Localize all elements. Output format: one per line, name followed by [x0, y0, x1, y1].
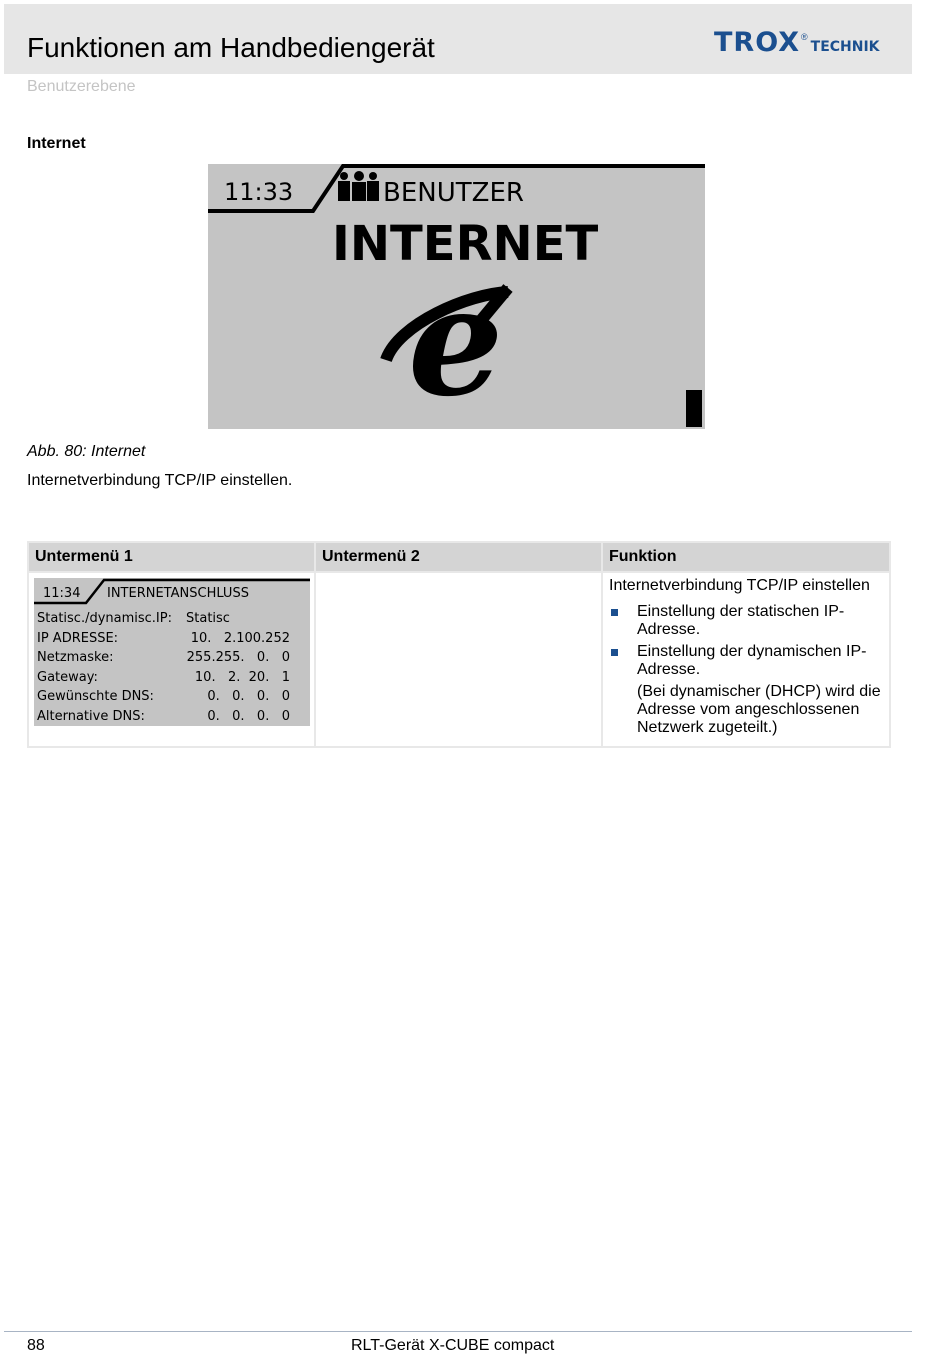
page-title: Funktionen am Handbediengerät: [27, 32, 435, 63]
square-bullet-icon: [611, 609, 618, 616]
lcd-row-value: 10. 2. 20. 1: [194, 670, 290, 685]
table-header-row: [28, 542, 890, 572]
lcd-screen-internetanschluss: [34, 578, 310, 726]
lcd-menu-title: INTERNET: [332, 216, 599, 272]
lcd-row-value: 0. 0. 0. 0: [207, 709, 290, 724]
function-intro: Internetverbindung TCP/IP einstellen: [609, 577, 870, 594]
submenu2-cell: [315, 572, 602, 747]
column-header-function: Funktion: [602, 542, 890, 572]
lcd-row-value: Statisc: [186, 611, 230, 626]
logo-registered-mark: ®: [801, 32, 808, 42]
figure-description: Internetverbindung TCP/IP einstellen.: [27, 472, 293, 489]
lcd-row-label: Gateway:: [37, 670, 98, 685]
user-group-icon: [338, 171, 379, 201]
function-note: (Bei dynamischer (DHCP) wird die Adresse vom angeschlossenen Netzwerk zugeteilt.): [637, 683, 881, 736]
document-title: RLT-Gerät X-CUBE compact: [351, 1337, 555, 1354]
svg-text:e: e: [408, 254, 504, 429]
list-item-text: Einstellung der dynamischen IP-Adresse.: [637, 643, 867, 678]
square-bullet-icon: [611, 649, 618, 656]
lcd-scroll-indicator: [686, 390, 702, 427]
submenu-table: [27, 541, 891, 748]
section-heading: Internet: [27, 135, 86, 152]
lcd-row-value: 0. 0. 0. 0: [207, 689, 290, 704]
lcd-row-label: Alternative DNS:: [37, 709, 145, 724]
lcd-user-level: BENUTZER: [383, 178, 524, 208]
page-subtitle: Benutzerebene: [27, 78, 136, 95]
function-list: [609, 603, 883, 679]
footer-divider: [4, 1331, 912, 1332]
logo-brand: TROX: [714, 27, 801, 58]
list-item-text: Einstellung der statischen IP-Adresse.: [637, 603, 845, 638]
lcd-sub-title: INTERNETANSCHLUSS: [107, 586, 249, 601]
table-row: [28, 572, 890, 747]
lcd-row-label: Statisc./dynamisc.IP:: [37, 611, 172, 626]
lcd-row-label: Netzmaske:: [37, 650, 114, 665]
list-item: [609, 603, 883, 639]
column-header-submenu1: Untermenü 1: [28, 542, 315, 572]
column-header-submenu2: Untermenü 2: [315, 542, 602, 572]
logo-suffix: TECHNIK: [810, 39, 880, 55]
lcd-row-value: 10. 2.100.252: [190, 631, 290, 646]
function-cell: [602, 572, 890, 747]
lcd-sub-time: 11:34: [43, 586, 81, 601]
list-item: [609, 643, 883, 679]
lcd-time: 11:33: [224, 178, 294, 206]
figure-caption: Abb. 80: Internet: [27, 443, 146, 460]
submenu1-cell: [28, 572, 315, 747]
lcd-row-label: IP ADRESSE:: [37, 631, 119, 646]
trox-logo: [714, 28, 880, 58]
lcd-screen-internet: [208, 164, 705, 429]
lcd-row-value: 255.255. 0. 0: [186, 650, 290, 665]
lcd-row-label: Gewünschte DNS:: [37, 689, 154, 704]
page-number: 88: [27, 1337, 45, 1354]
